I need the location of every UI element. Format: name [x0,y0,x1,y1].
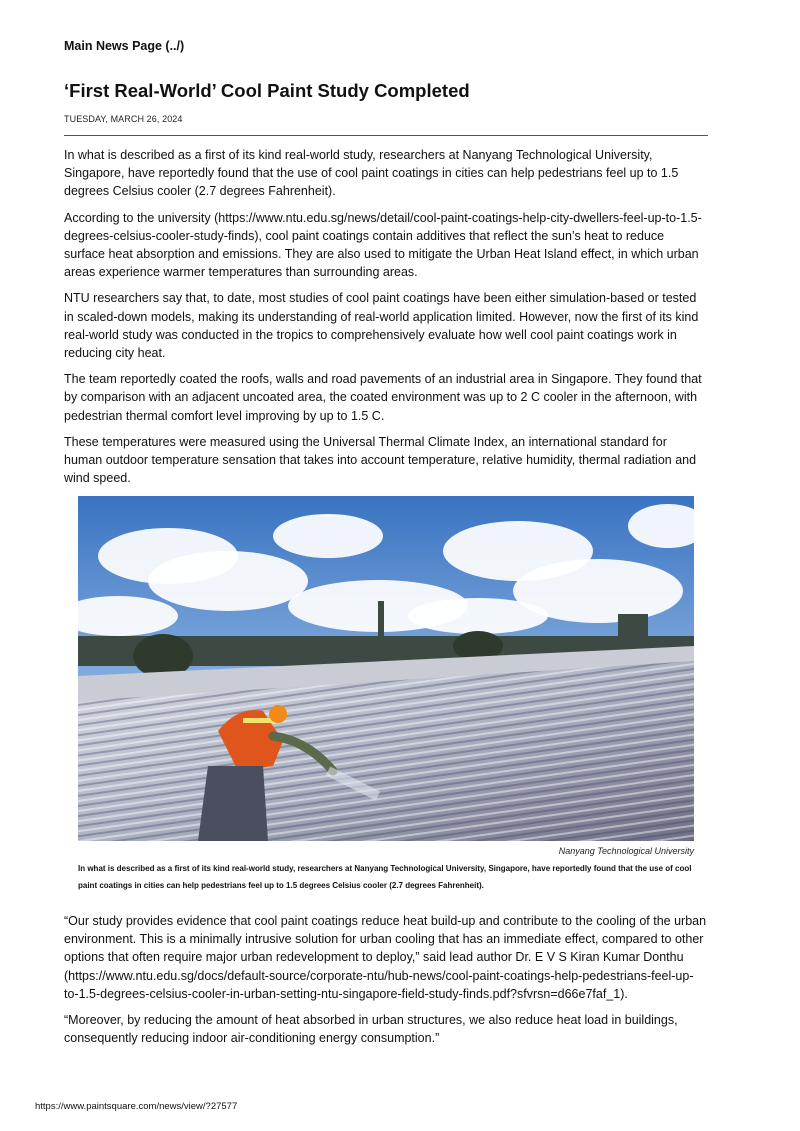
article-figure [78,496,694,894]
paragraph: NTU researchers say that, to date, most studies of cool paint coatings have been either simulation-based or tested in scaled-down models, making its understanding of real-world application limited. However, now the first of its kind real-world study was conducted in the tropics to comprehensively evaluate how well cool paint coatings work in reducing city heat. [64,291,699,361]
title-divider [64,135,708,136]
article-title: ‘First Real-World’ Cool Paint Study Completed [64,80,470,101]
article-body-bottom [64,912,708,1055]
photo-caption: In what is described as a first of its kind real-world study, researchers at Nanyang Technological University, Singapore, have reportedly found that the use of cool paint coatings in cities can help pedestrians feel up to 1.5 degrees Celsius cooler (2.7 degrees Fahrenheit). [78,864,692,890]
paragraph: In what is described as a first of its kind real-world study, researchers at Nanyang Technological University, Singapore, have reportedly found that the use of cool paint coatings in cities can help pedestrians feel up to 1.5 degrees Celsius cooler (2.7 degrees Fahrenheit). [64,148,679,199]
paragraph: These temperatures were measured using the Universal Thermal Climate Index, an international standard for human outdoor temperature sensation that takes into account temperature, relative humidity, thermal radiation and wind speed. [64,434,697,486]
paragraph: “Moreover, by reducing the amount of heat absorbed in urban structures, we also reduce heat load in buildings, consequently reducing indoor air-conditioning energy consumption.” [64,1013,678,1046]
photo-credit: Nanyang Technological University [558,846,694,856]
article-date: TUESDAY, MARCH 26, 2024 [64,114,183,124]
roof-painting-photo [78,496,694,841]
footer-url: https://www.paintsquare.com/news/view/?27577 [35,1101,238,1112]
paragraph: The team reportedly coated the roofs, walls and road pavements of an industrial area in Singapore. They found that by comparison with an adjacent uncoated area, the coated environment was up to 2 C cooler in the afternoon, with pedestrian thermal comfort level improving by up to 1.5 C. [64,372,702,423]
main-news-page-link[interactable]: Main News Page (../) [64,39,185,53]
article-body-top [64,146,708,495]
paragraph: “Our study provides evidence that cool paint coatings reduce heat build-up and contribute to the cooling of the urban environment. This is a minimally intrusive solution for urban cooling that has an immediate effect, compared to other options that often require major urban redevelopment to deploy,” said lead author Dr. E V S Kiran Kumar Donthu (https://www.ntu.edu.sg/docs/default-source/corporate-ntu/hub-news/cool-paint-coatings-help-pedestrians-feel-up-to-1.5-degrees-celsius-cooler-in-urban-setting-ntu-singapore-field-study-finds.pdf?sfvrsn=d66e7faf_1). [64,914,707,1001]
paragraph: According to the university (https://www.ntu.edu.sg/news/detail/cool-paint-coatings-help-city-dwellers-feel-up-to-1.5-degrees-celsius-cooler-study-finds), cool paint coatings contain additives that reflect the sun’s heat to reduce surface heat absorption and emissions. They are also used to mitigate the Urban Heat Island effect, in which urban areas experience warmer temperatures than surrounding areas. [64,210,702,280]
